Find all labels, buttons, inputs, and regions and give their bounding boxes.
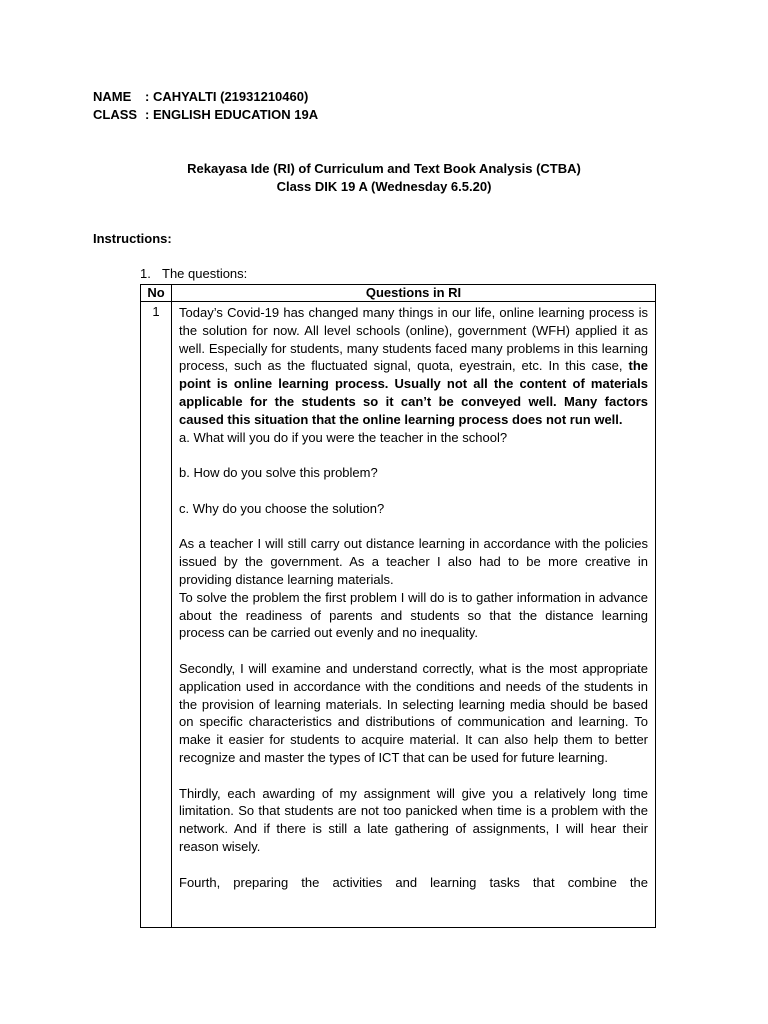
question-cell	[172, 302, 656, 928]
class-value: : ENGLISH EDUCATION 19A	[145, 107, 319, 122]
intro-paragraph	[179, 304, 648, 429]
instructions-heading: Instructions:	[93, 231, 172, 246]
question-a: a. What will you do if you were the teacher in the school?	[179, 429, 508, 445]
class-label: CLASS	[93, 107, 138, 122]
questions-table	[140, 284, 656, 928]
class-line	[93, 106, 318, 124]
answer-paragraph-2: To solve the problem the first problem I will do is to gather information in advance about the readiness of parents and students so that the distance learning process can be carried out evenly and no inequality.	[179, 589, 648, 641]
answer-paragraph-1: As a teacher I will still carry out distance learning in accordance with the policies issued by the government. As a teacher I also had to be more creative in providing distance learning materials.	[179, 536, 648, 587]
list-text: The questions:	[162, 266, 248, 281]
list-number: 1.	[140, 266, 151, 281]
answer-paragraph-5: Fourth, preparing the activities and learning tasks that combine the	[179, 874, 648, 890]
answer-paragraph-3: Secondly, I will examine and understand correctly, what is the most appropriate application used in accordance with the conditions and needs of the students in the provision of learning materials. In selecting learning media should be based on specific characteristics and distributions of communication and learning. To make it easier for students to acquire material. It can also help them to better recognize and master the types of ICT that can be used for future learning.	[179, 660, 648, 765]
row-number: 1	[141, 302, 172, 928]
table-row	[141, 302, 656, 928]
intro-bold-text: the point is online learning process. Usually not all the content of materials applicable for the students so it can’t be conveyed well. Many factors caused this situation that the online learning process does not run well.	[179, 358, 648, 427]
question-c: c. Why do you choose the solution?	[179, 500, 385, 516]
name-line	[93, 88, 318, 106]
column-header-no: No	[141, 285, 172, 302]
numbered-list-item	[140, 266, 247, 281]
document-title	[93, 160, 675, 196]
title-line-1: Rekayasa Ide (RI) of Curriculum and Text Book Analysis (CTBA)	[187, 161, 581, 176]
name-value: : CAHYALTI (21931210460)	[145, 89, 309, 104]
column-header-questions: Questions in RI	[172, 285, 656, 302]
name-label: NAME	[93, 89, 132, 104]
question-b: b. How do you solve this problem?	[179, 465, 378, 481]
answer-paragraph-4: Thirdly, each awarding of my assignment will give you a relatively long time limitation. So that students are not too panicked when time is a problem with the network. And if there is still a late gathering of assignments, I will hear their reason wisely.	[179, 785, 648, 854]
title-line-2: Class DIK 19 A (Wednesday 6.5.20)	[276, 179, 492, 194]
student-header	[93, 88, 318, 124]
intro-plain-text: Today’s Covid-19 has changed many things in our life, online learning process is the solution for now. All level schools (online), government (WFH) applied it as well. Especially for students, many students faced many problems in this learning process, such as the fluctuated signal, quota, eyestrain, etc. In this case,	[179, 305, 648, 374]
table-header-row	[141, 285, 656, 302]
